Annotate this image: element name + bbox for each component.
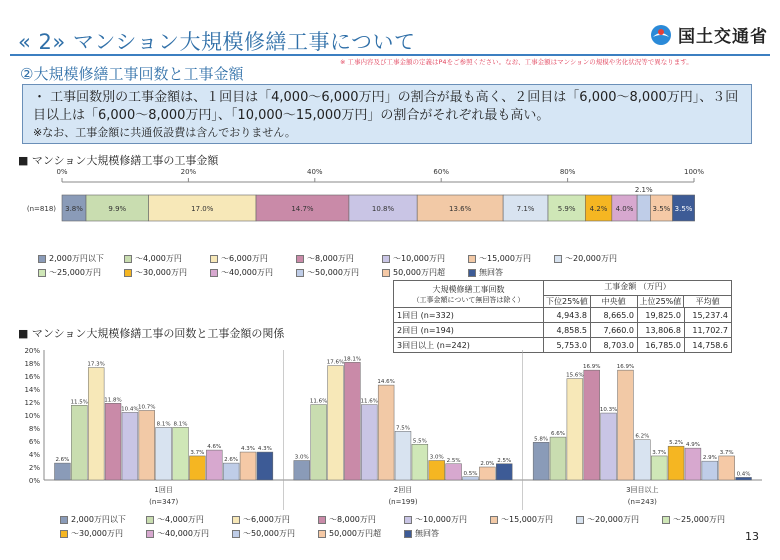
- data-label: 4.3%: [241, 446, 256, 453]
- y-tick-label: 16%: [24, 373, 40, 381]
- table-cell: 13,806.8: [638, 323, 685, 338]
- table-cell: 11,702.7: [685, 323, 732, 338]
- bar: [311, 405, 327, 480]
- bar: [584, 370, 600, 480]
- legend-item: [554, 253, 630, 264]
- data-label: 16.9%: [582, 364, 601, 371]
- bar: [685, 448, 701, 480]
- data-label: 10.7%: [138, 404, 156, 411]
- data-label: 2.1%: [634, 186, 653, 194]
- legend-swatch: [210, 269, 218, 277]
- bar: [294, 461, 310, 481]
- bar: [567, 379, 583, 480]
- legend-swatch: [468, 269, 476, 277]
- data-label: 13.6%: [449, 205, 472, 213]
- bar: [189, 456, 205, 480]
- table-cell: 14,758.6: [685, 338, 732, 353]
- y-tick-label: 4%: [28, 451, 40, 459]
- table-cell: 4,943.8: [544, 308, 591, 323]
- data-label: 5.5%: [412, 438, 427, 445]
- legend-item: [146, 528, 222, 539]
- x-tick-label: 0%: [56, 168, 68, 176]
- legend-swatch: [296, 269, 304, 277]
- legend-label: 無回答: [415, 529, 439, 538]
- bar: [719, 456, 735, 480]
- table-cell: 7,660.0: [591, 323, 638, 338]
- legend-label: ～6,000万円: [243, 515, 290, 524]
- table-col-headers: [544, 296, 731, 307]
- legend-label: ～25,000万円: [49, 268, 101, 277]
- data-label: 17.0%: [191, 205, 214, 213]
- data-label: 6.2%: [635, 433, 650, 440]
- data-label: 8.1%: [156, 421, 171, 428]
- data-label: 16.9%: [616, 364, 635, 371]
- x-tick-label: 100%: [683, 168, 705, 176]
- table-cell: 8,665.0: [591, 308, 638, 323]
- data-label: 10.3%: [599, 407, 618, 414]
- legend-label: ～20,000万円: [587, 515, 639, 524]
- legend-item: [146, 514, 222, 525]
- table-row-label: 3回目以上 (n=242): [394, 338, 544, 353]
- bar: [446, 464, 462, 480]
- data-label: 3.7%: [652, 449, 667, 456]
- legend-item: [232, 528, 308, 539]
- data-label: 3.5%: [652, 205, 671, 213]
- bar: [736, 477, 752, 480]
- legend-top: [38, 253, 698, 278]
- table-header-group: [544, 281, 732, 308]
- legend-swatch: [210, 255, 218, 263]
- group-n-label: (n=347): [149, 498, 179, 506]
- legend-swatch: [404, 530, 412, 538]
- group-n-label: (n=199): [388, 498, 418, 506]
- bar: [344, 362, 360, 480]
- legend-label: ～50,000万円: [307, 268, 359, 277]
- legend-swatch: [124, 255, 132, 263]
- legend-label: ～8,000万円: [329, 515, 376, 524]
- data-label: 14.6%: [377, 379, 395, 386]
- logo-text: 国土交通省: [678, 27, 768, 47]
- bar: [173, 427, 189, 480]
- legend-item: [468, 253, 544, 264]
- grouped-bar-chart: [0, 340, 780, 512]
- bar: [533, 442, 549, 480]
- data-label: 4.0%: [615, 205, 634, 213]
- bar: [601, 413, 617, 480]
- legend-item: [468, 267, 544, 278]
- legend-label: ～25,000万円: [673, 515, 725, 524]
- bar: [378, 385, 394, 480]
- legend-swatch: [468, 255, 476, 263]
- section-heading-1: ■ マンション大規模修繕工事の工事金額: [18, 154, 219, 167]
- data-label: 11.8%: [104, 397, 122, 404]
- legend-label: ～30,000万円: [71, 529, 123, 538]
- legend-item: [296, 267, 372, 278]
- section-heading-2: ■ マンション大規模修繕工事の回数と工事金額の関係: [18, 327, 285, 340]
- legend-swatch: [404, 516, 412, 524]
- legend-item: [382, 253, 458, 264]
- data-label: 4.3%: [257, 446, 272, 453]
- legend-label: ～15,000万円: [479, 254, 531, 263]
- data-label: 3.0%: [429, 454, 444, 461]
- legend-item: [210, 267, 286, 278]
- title-divider: [10, 54, 770, 56]
- legend-item: [662, 514, 738, 525]
- group-n-label: (n=243): [627, 498, 657, 506]
- legend-swatch: [318, 516, 326, 524]
- stacked-bar-chart: [0, 160, 780, 250]
- legend-label: ～10,000万円: [415, 515, 467, 524]
- x-tick-label: 20%: [180, 168, 197, 176]
- y-tick-label: 18%: [24, 360, 40, 368]
- data-label: 0.5%: [463, 470, 478, 477]
- table-cell: 4,858.5: [544, 323, 591, 338]
- bar: [361, 405, 377, 480]
- table-header-left-1: 大規模修繕工事回数: [432, 284, 505, 294]
- note-text: ※ 工事内容及び工事金額の定義はP4をご参照ください。なお、工事金額はマンションの規模や劣化状況等で異なります。: [340, 58, 693, 66]
- data-label: 8.1%: [173, 421, 188, 428]
- legend-item: [60, 528, 136, 539]
- data-label: 17.6%: [326, 359, 345, 366]
- data-label: 2.5%: [446, 457, 461, 464]
- data-label: 14.7%: [291, 205, 314, 213]
- legend-item: [232, 514, 308, 525]
- legend-swatch: [38, 255, 46, 263]
- summary-line-2: ※なお、工事金額に共通仮設費は含んでおりません。: [33, 126, 296, 139]
- legend-item: [38, 267, 114, 278]
- bar: [139, 410, 155, 480]
- legend-item: [60, 514, 136, 525]
- stacked-bar-segment: [637, 195, 650, 221]
- legend-swatch: [60, 530, 68, 538]
- legend-label: 2,000万円以下: [71, 515, 126, 524]
- legend-label: ～40,000万円: [157, 529, 209, 538]
- data-label: 15.6%: [566, 372, 584, 379]
- y-tick-label: 6%: [28, 438, 40, 446]
- table-header-left: [394, 281, 544, 308]
- data-label: 3.0%: [294, 454, 309, 461]
- legend-swatch: [382, 255, 390, 263]
- legend-label: ～15,000万円: [501, 515, 553, 524]
- bar: [55, 463, 71, 480]
- y-tick-label: 2%: [28, 464, 40, 472]
- y-tick-label: 8%: [28, 425, 40, 433]
- bar: [223, 463, 239, 480]
- legend-label: ～40,000万円: [221, 268, 273, 277]
- legend-label: 2,000万円以下: [49, 254, 104, 263]
- page-number: 13: [745, 530, 759, 543]
- legend-label: ～4,000万円: [135, 254, 182, 263]
- bar: [206, 450, 222, 480]
- legend-item: [318, 528, 394, 539]
- legend-swatch: [232, 516, 240, 524]
- legend-swatch: [146, 530, 154, 538]
- data-label: 5.8%: [534, 436, 549, 443]
- legend-bottom: [60, 514, 760, 539]
- bar: [105, 403, 121, 480]
- table-col-header: 中央値: [591, 296, 638, 307]
- bar: [479, 467, 495, 480]
- data-label: 18.1%: [343, 356, 362, 363]
- bar: [668, 446, 684, 480]
- data-label: 17.3%: [87, 361, 105, 368]
- data-label: 11.6%: [360, 398, 378, 405]
- data-label: 0.4%: [736, 471, 751, 478]
- category-label: (n=818): [26, 205, 56, 213]
- table-row: [394, 323, 732, 338]
- table-row-label: 1回目 (n=332): [394, 308, 544, 323]
- data-label: 7.1%: [516, 205, 535, 213]
- data-label: 2.9%: [702, 455, 717, 462]
- bar: [88, 368, 104, 480]
- bar: [634, 440, 650, 480]
- data-label: 10.4%: [121, 406, 139, 413]
- y-tick-label: 12%: [24, 399, 40, 407]
- legend-swatch: [124, 269, 132, 277]
- legend-item: [404, 514, 480, 525]
- data-label: 11.5%: [70, 399, 89, 406]
- ministry-logo: [650, 22, 768, 47]
- legend-swatch: [232, 530, 240, 538]
- bar: [463, 477, 479, 480]
- legend-swatch: [576, 516, 584, 524]
- data-label: 2.6%: [55, 457, 70, 464]
- legend-label: ～20,000万円: [565, 254, 617, 263]
- bar: [257, 452, 273, 480]
- legend-item: [404, 528, 480, 539]
- legend-swatch: [662, 516, 670, 524]
- data-label: 10.8%: [371, 205, 395, 213]
- legend-swatch: [296, 255, 304, 263]
- mlit-emblem-icon: [650, 24, 672, 46]
- legend-label: ～10,000万円: [393, 254, 445, 263]
- legend-label: ～30,000万円: [135, 268, 187, 277]
- bar: [702, 461, 718, 480]
- bar: [618, 370, 634, 480]
- y-tick-label: 10%: [24, 412, 40, 420]
- legend-label: 無回答: [479, 268, 503, 277]
- legend-swatch: [554, 255, 562, 263]
- data-label: 9.9%: [108, 205, 127, 213]
- legend-swatch: [60, 516, 68, 524]
- legend-swatch: [490, 516, 498, 524]
- legend-item: [296, 253, 372, 264]
- data-label: 6.6%: [550, 431, 565, 438]
- bar: [651, 456, 667, 480]
- group-label: 3回目以上: [626, 486, 659, 494]
- legend-swatch: [318, 530, 326, 538]
- bar: [395, 431, 411, 480]
- table-cell: 8,703.0: [591, 338, 638, 353]
- legend-label: ～4,000万円: [157, 515, 204, 524]
- x-tick-label: 80%: [559, 168, 576, 176]
- legend-label: 50,000万円超: [329, 529, 381, 538]
- section-subtitle: ②大規模修繕工事回数と工事金額: [20, 65, 244, 83]
- table-col-header: 上位25%値: [638, 296, 685, 307]
- summary-box: [22, 84, 752, 144]
- table-header-left-2: （工事金額について無回答は除く）: [412, 295, 525, 304]
- legend-item: [124, 253, 200, 264]
- table-col-header: 平均値: [695, 297, 720, 306]
- page-title: « 2» マンション大規模修繕工事について: [18, 30, 416, 54]
- legend-swatch: [382, 269, 390, 277]
- table-group-title: 工事金額 （万円）: [544, 281, 731, 296]
- data-label: 4.9%: [685, 442, 700, 449]
- table-row: [394, 308, 732, 323]
- table-col-header: 下位25%値: [544, 296, 591, 307]
- data-label: 5.9%: [557, 205, 576, 213]
- data-label: 3.5%: [674, 205, 693, 213]
- legend-item: [318, 514, 394, 525]
- y-tick-label: 20%: [24, 347, 40, 355]
- data-label: 7.5%: [396, 425, 410, 432]
- data-label: 3.7%: [190, 449, 205, 456]
- table-cell: 5,753.0: [544, 338, 591, 353]
- data-label: 4.2%: [589, 205, 608, 213]
- legend-item: [490, 514, 566, 525]
- data-label: 2.5%: [497, 457, 512, 464]
- legend-item: [382, 267, 458, 278]
- data-label: 4.6%: [207, 444, 222, 451]
- data-label: 3.8%: [65, 205, 83, 213]
- group-label: 2回目: [393, 486, 413, 494]
- bar: [496, 464, 512, 480]
- legend-label: 50,000万円超: [393, 268, 445, 277]
- table-cell: 15,237.4: [685, 308, 732, 323]
- bar: [412, 444, 428, 480]
- legend-label: ～6,000万円: [221, 254, 268, 263]
- table-row-label: 2回目 (n=194): [394, 323, 544, 338]
- legend-item: [576, 514, 652, 525]
- table-cell: 19,825.0: [638, 308, 685, 323]
- data-label: 2.0%: [480, 461, 495, 467]
- summary-line-1: ・ 工事回数別の工事金額は、１回目は「4,000～6,000万円」の割合が最も高く、２回目は「6,000～8,000万円」、３回目以上は「6,000～8,000万円」、「10,000～15,000万円」の割合がそれぞれ最も高い。: [33, 90, 739, 123]
- legend-item: [38, 253, 114, 264]
- bar: [429, 461, 445, 481]
- data-label: 3.7%: [719, 449, 734, 456]
- x-tick-label: 40%: [307, 168, 323, 176]
- bar: [240, 452, 256, 480]
- bar: [156, 427, 172, 480]
- bar: [122, 412, 138, 480]
- table-cell: 16,785.0: [638, 338, 685, 353]
- group-label: 1回目: [154, 486, 173, 494]
- bar: [328, 366, 344, 480]
- legend-swatch: [146, 516, 154, 524]
- legend-label: ～50,000万円: [243, 529, 295, 538]
- x-tick-label: 60%: [433, 168, 449, 176]
- data-label: 11.6%: [309, 398, 328, 405]
- legend-label: ～8,000万円: [307, 254, 354, 263]
- y-tick-label: 0%: [28, 477, 40, 485]
- bar: [550, 437, 566, 480]
- legend-swatch: [38, 269, 46, 277]
- bar: [71, 405, 87, 480]
- legend-item: [210, 253, 286, 264]
- y-tick-label: 14%: [24, 386, 40, 394]
- data-label: 5.2%: [669, 440, 684, 447]
- legend-item: [124, 267, 200, 278]
- data-label: 2.6%: [224, 457, 239, 464]
